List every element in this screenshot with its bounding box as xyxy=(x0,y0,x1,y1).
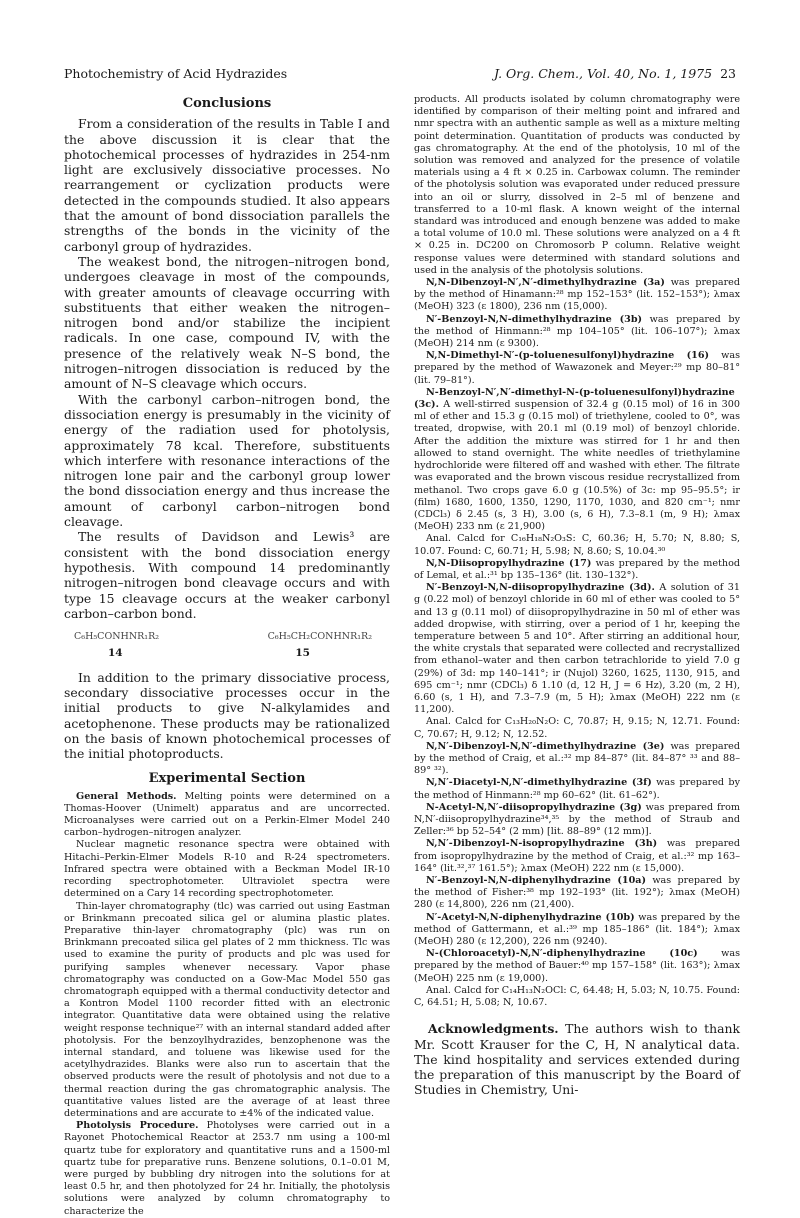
analysis-paragraph: Anal. Calcd for C₁₃H₂₀N₂O: C, 70.87; H, 9.15; N, 12.71. Found: C, 70.67; H, 9.12; N, 12.52. xyxy=(414,716,740,740)
compound-name: N,N′-Dibenzoyl-N-isopropylhydrazine (3h) xyxy=(426,838,658,850)
paragraph-text: was prepared by the method of Hinmann:²⁸ mp 104–105° (lit. 106–107°); λmax (MeOH) 214 nm (ε 9300). xyxy=(414,313,740,350)
journal-citation: J. Org. Chem., Vol. 40, No. 1, 1975 xyxy=(494,66,713,81)
compound-name: N-(Chloroacetyl)-N,N′-diphenylhydrazine (10c) xyxy=(426,948,698,960)
experimental-continued xyxy=(414,94,740,1009)
paragraph: The weakest bond, the nitrogen–nitrogen bond, undergoes cleavage in most of the compounds, with greater amounts of cleavage occurring with substituents that either weaken the nitrogen–nitrogen bond and/or stabilize the incipient radicals. In one case, compound IV, with the presence of the relatively weak N–S bond, the nitrogen–nitrogen dissociation is reduced by the amount of N–S cleavage which occurs. xyxy=(64,253,390,392)
conclusions-heading: Conclusions xyxy=(182,96,272,111)
conclusions-section xyxy=(64,96,390,761)
paragraph xyxy=(414,948,740,985)
formula-14: C₆H₅CONHNR₁R₂ xyxy=(74,631,160,643)
paragraph: Thin-layer chromatography (tlc) was carried out using Eastman or Brinkmann precoated silica gel or alumina plastic plates. Preparative thin-layer chromatography (plc) was run on Brinkmann precoated silica gel plates of 2 mm thickness. Tlc was used to examine the purity of products and plc was used for purifying samples whenever necessary. Vapor phase chromatography was conducted on a Gow-Mac Model 550 gas chromatograph equipped with a thermal conductivity detector and a Kontron Model 1100 recorder fitted with an electronic integrator. Quantitative data were obtained using the relative weight response technique²⁷ with an internal standard added after photolysis. For the benzoylhydrazides, benzophenone was the internal standard, and toluene was likewise used for the acetylhydrazides. Blanks were also run to ascertain that the observed products were the result of photolysis and not due to a thermal reaction during the gas chromatographic analysis. The quantitative values listed are the average of at least three determinations and are accurate to ±4% of the indicated value. xyxy=(64,900,390,1119)
running-head-left: Photochemistry of Acid Hydrazides xyxy=(64,66,288,81)
paragraph xyxy=(414,875,740,912)
paragraph xyxy=(414,387,740,533)
paragraph: From a consideration of the results in Table I and the above discussion it is clear that the photochemical processes of hydrazides in 254-nm light are exclusively dissociative processes. No rearrangement or cyclization products were detected in the compounds studied. It also appears that the amount of bond dissociation parallels the strengths of the bonds in the vicinity of the carbonyl group of hydrazides. xyxy=(64,116,390,254)
paragraph xyxy=(64,1120,390,1218)
analysis-paragraph: Anal. Calcd for C₁₆H₁₈N₂O₃S: C, 60.36; H, 5.70; N, 8.80; S, 10.07. Found: C, 60.71; H, 5.98; N, 8.60; S, 10.04.³⁰ xyxy=(414,533,740,557)
paragraph xyxy=(414,314,740,351)
paragraph xyxy=(414,1021,740,1097)
paragraph-text: was prepared from N,N′-diisopropylhydrazine³⁴,³⁵ by the method of Straub and Zeller:³⁶ bp 52–54° (2 mm) [lit. 88–89° (12 mm)]. xyxy=(414,801,740,838)
compound-name: N,N-Diisopropylhydrazine (17) xyxy=(426,557,592,569)
paragraph: With the carbonyl carbon–nitrogen bond, the dissociation energy is presumably in the vicinity of energy of the radiation used for photolysis, approximately 78 kcal. Therefore, substituents which interfere with resonance interactions of the nitrogen lone pair and the carbonyl group lower the bond dissociation energy and thus increase the amount of carbonyl carbon–nitrogen bond cleavage. xyxy=(64,391,390,530)
run-in-heading: Photolysis Procedure. xyxy=(76,1120,199,1132)
paragraph-text: A solution of 31 g (0.22 mol) of benzoyl chloride in 60 ml of ether was cooled to 5° and 13 g (0.11 mol) of diisopropylhydrazine in 50 ml of ether was added dropwise, with stirring, over a period of 1 hr, keeping the temperature between 5 and 10°. After stirring an additional hour, the white crystals that separated were collected and recrystallized from ethanol–water and then carbon tetrachloride to yield 7.0 g (29%) of 3d: mp 140–141°; ir (Nujol) 3260, 1625, 1130, 915, and 695 cm⁻¹; nmr (CDCl₃) δ 1.10 (d, 12 H, J = 6 Hz), 3.20 (m, 2 H), 6.60 (s, 1 H), and 7.3–7.9 (m, 5 H); λmax (MeOH) 222 nm (ε 11,200). xyxy=(414,582,740,716)
paragraph-text: was prepared by the method of Craig, et al.:³² mp 84–87° (lit. 84–87° ³³ and 88–89° ³²). xyxy=(414,740,741,777)
paragraph xyxy=(414,912,740,949)
running-head-right xyxy=(494,66,736,81)
paragraph-text: Melting points were determined on a Thomas-Hoover (Unimelt) apparatus and are uncorrected. Microanalyses were carried out on a Perkin-Elmer Model 240 carbon–hydrogen–nitrogen analyzer. xyxy=(64,790,390,839)
paragraph-text: was prepared from isopropylhydrazine by the method of Craig, et al.:³² mp 163–164° (lit.³²,³⁷ 161.5°); λmax (MeOH) 222 nm (ε 15,000). xyxy=(414,838,740,874)
compound-number-14: 14 xyxy=(108,647,123,660)
acknowledgments xyxy=(414,1021,740,1097)
compound-name: N′-Benzoyl-N,N-dimethylhydrazine (3b) xyxy=(426,313,643,325)
paragraph: products. All products isolated by column chromatography were identified by comparison of their melting point and infrared and nmr spectra with an authentic sample as well as a mixture melting point determination. Quantitation of products was conducted by gas chromatography. At the end of the photolysis, 10 ml of the solution was removed and analyzed for the presence of volatile materials using a 4 ft × 0.25 in. Carbowax column. The reminder of the photolysis solution was evaporated under reduced pressure into an oil or slurry, dissolved in 2–5 ml of benzene and transferred to a 10-ml flask. A known weight of the internal standard was introduced and enough benzene was added to make a total volume of 10.0 ml. These solutions were analyzed on a 4 ft × 0.25 in. DC200 on Chromosorb P column. Relative weight response values were determined with standard solutions and used in the analysis of the photolysis solutions. xyxy=(414,94,740,276)
paragraph-text: was prepared by the method of Hinamann:²⁸ mp 152–153° (lit. 152–153°); λmax (MeOH) 323 (ε 1800), 236 nm (15,000). xyxy=(414,277,740,313)
paragraph-text: Photolyses were carried out in a Rayonet Photochemical Reactor at 253.7 nm using a 100-ml quartz tube for exploratory and quantitative runs and a 1500-ml quartz tube for preparative runs. Benzene solutions, 0.1–0.01 M, were purged by bubbling dry nitrogen into the solutions for at least 0.5 hr, and then photolyzed for 24 hr. Initially, the photolysis solutions were analyzed by column chromatography to characterize the xyxy=(64,1120,390,1217)
page-number: 23 xyxy=(720,66,736,81)
paragraph: The results of Davidson and Lewis³ are consistent with the bond dissociation energy hypothesis. With compound 14 predominantly nitrogen–nitrogen bond cleavage occurs and with type 15 cleavage occurs at the weaker carbonyl carbon–carbon bond. xyxy=(64,529,390,621)
paragraph-text: was prepared by the method of Fisher:³⁸ mp 192–193° (lit. 192°); λmax (MeOH) 280 (ε 14,800), 226 nm (21,400). xyxy=(414,875,740,911)
compound-name: N′-Benzoyl-N,N-diisopropylhydrazine (3d). xyxy=(426,582,655,594)
compound-name: N,N′-Dibenzoyl-N,N′-dimethylhydrazine (3e) xyxy=(426,740,665,752)
run-in-heading: Acknowledgments. xyxy=(428,1021,559,1037)
experimental-heading: Experimental Section xyxy=(148,771,306,787)
paragraph xyxy=(414,558,740,582)
paragraph-text: was prepared by the method of Lemal, et al.:³¹ bp 135–136° (lit. 130–132°). xyxy=(414,557,740,581)
paragraph xyxy=(414,777,740,801)
paragraph xyxy=(64,791,390,840)
paragraph: In addition to the primary dissociative process, secondary dissociative processes occur in the initial products to give N-alkylamides and acetophenone. These products may be rationalized on the basis of known photochemical processes of the initial photoproducts. xyxy=(64,669,390,762)
paragraph-text: The authors wish to thank Mr. Scott Krauser for the C, H, N analytical data. The kind hospitality and services extended during the preparation of this manuscript by the Board of Studies in Chemistry, Uni- xyxy=(414,1021,740,1098)
paragraph xyxy=(414,350,740,387)
paragraph xyxy=(414,741,740,778)
compound-name: N′-Benzoyl-N,N-diphenylhydrazine (10a) xyxy=(426,875,647,886)
compound-name: N,N-Dimethyl-N′-(p-toluenesulfonyl)hydrazine (16) xyxy=(426,350,710,362)
paragraph-text: was prepared by the method of Bauer:⁴⁰ mp 157–158° (lit. 163°); λmax (MeOH) 225 nm (ε 19,000). xyxy=(414,948,740,984)
analysis-paragraph: Anal. Calcd for C₁₄H₁₃N₂OCl: C, 64.48; H, 5.03; N, 10.75. Found: C, 64.51; H, 5.08; N, 10.67. xyxy=(414,984,740,1009)
formula-15: C₆H₅CH₂CONHNR₁R₂ xyxy=(267,631,372,643)
structure-formulas xyxy=(64,629,390,644)
compound-numbers xyxy=(64,646,390,661)
paragraph-text: A well-stirred suspension of 32.4 g (0.15 mol) of 16 in 300 ml of ether and 15.3 g (0.15 mol) of triethylene, cooled to 0°, was treated, dropwise, with 20.1 ml (0.19 mol) of benzoyl chloride. After the addition the mixture was stirred for 1 hr and then allowed to stand overnight. The white needles of triethylamine hydrochloride were filtered off and washed with ether. The filtrate was evaporated and the brown viscous residue recrystallized from methanol. Two crops gave 6.0 g (10.5%) of 3c: mp 95–95.5°; ir (film) 1680, 1600, 1350, 1290, 1170, 1030, and 820 cm⁻¹; nmr (CDCl₃) δ 2.45 (s, 3 H), 3.00 (s, 6 H), 7.3–8.1 (m, 9 H); λmax (MeOH) 233 nm (ε 21,900) xyxy=(414,399,740,533)
experimental-section xyxy=(64,773,390,1217)
compound-name: N′-Acetyl-N,N-diphenylhydrazine (10b) xyxy=(426,911,635,923)
paragraph-text: was prepared by the method of Hinmann:²⁸ mp 60–62° (lit. 61–62°). xyxy=(414,777,740,801)
compound-name: N-Benzoyl-N′,N′-dimethyl-N-(p-toluenesulfonyl)hydrazine (3c). xyxy=(414,386,735,411)
compound-name: N,N′-Diacetyl-N,N′-dimethylhydrazine (3f) xyxy=(426,777,652,789)
compound-name: N,N-Dibenzoyl-N′,N′-dimethylhydrazine (3a) xyxy=(426,277,665,289)
paragraph-text: was prepared by the method of Wawazonek and Meyer:²⁹ mp 80–81° (lit. 79–81°). xyxy=(414,350,740,386)
paragraph xyxy=(414,802,740,839)
paragraph xyxy=(414,838,740,875)
paragraph xyxy=(414,582,740,716)
run-in-heading: General Methods. xyxy=(76,790,177,802)
left-column xyxy=(64,96,390,1218)
compound-number-15: 15 xyxy=(295,647,310,660)
right-column xyxy=(414,94,740,1098)
paragraph-text: was prepared by the method of Gattermann, et al.:³⁹ mp 185–186° (lit. 184°); λmax (MeOH) 280 (ε 12,200), 226 nm (9240). xyxy=(414,911,741,948)
compound-name: N-Acetyl-N,N′-diisopropylhydrazine (3g) xyxy=(426,801,642,813)
paragraph xyxy=(414,277,740,314)
paragraph: Nuclear magnetic resonance spectra were obtained with Hitachi–Perkin-Elmer Models R-10 and R-24 spectrometers. Infrared spectra were obtained with a Beckman Model IR-10 recording spectrophotometer. Ultraviolet spectra were determined on a Cary 14 recording spectrophotometer. xyxy=(64,839,390,900)
